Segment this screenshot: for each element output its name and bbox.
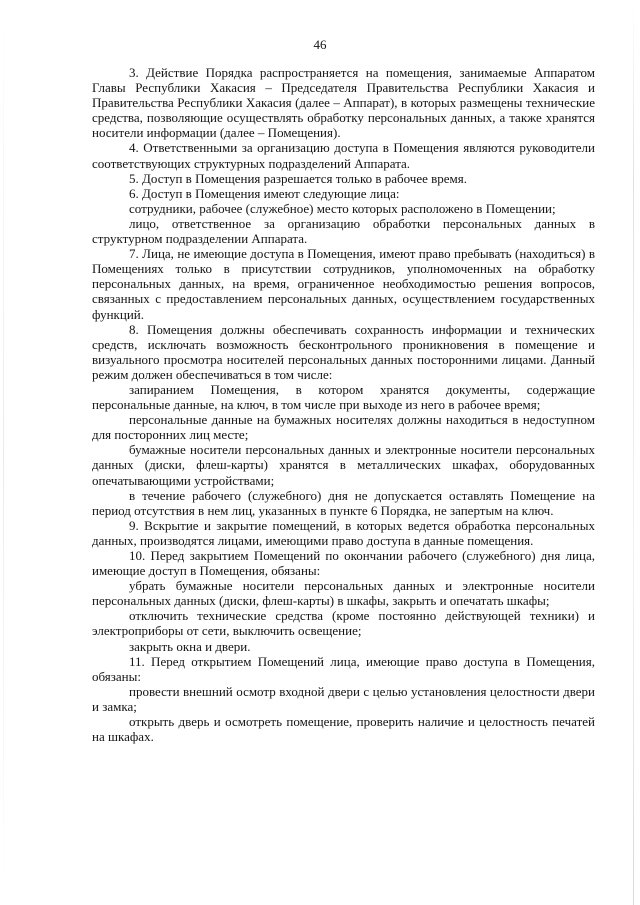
paragraph: запиранием Помещения, в котором хранятся документы, содержащие персональные данные, на ключ, в том числе при выходе из него в рабочее время; bbox=[92, 381, 595, 413]
paragraph: 11. Перед открытием Помещений лица, имеющие право доступа в Помещения, обязаны: bbox=[92, 653, 595, 684]
paragraph: сотрудники, рабочее (служебное) место которых расположено в Помещении; bbox=[129, 200, 556, 216]
paragraph: персональные данные на бумажных носителях должны находиться в недоступном для посторонних лиц месте; bbox=[92, 412, 595, 443]
paragraph: 9. Вскрытие и закрытие помещений, в которых ведется обработка персональных данных, производятся лицами, имеющими право доступа в данные помещения. bbox=[92, 517, 595, 548]
scan-edge-right bbox=[633, 0, 634, 905]
paragraph: в течение рабочего (служебного) дня не допускается оставлять Помещение на период отсутствия в нем лиц, указанных в пункте 6 Порядка, не запертым на ключ. bbox=[92, 487, 595, 518]
paragraph: убрать бумажные носители персональных данных и электронные носители персональных данных (диски, флеш-карты) в шкафы, закрыть и опечатать шкафы; bbox=[92, 578, 595, 609]
paragraph: отключить технические средства (кроме постоянно действующей техники) и электроприборы от сети, выключить освещение; bbox=[92, 608, 595, 639]
paragraph: 6. Доступ в Помещения имеют следующие лица: bbox=[129, 185, 400, 201]
paragraph: открыть дверь и осмотреть помещение, проверить наличие и целостность печатей на шкафах. bbox=[92, 714, 595, 745]
paragraph: 10. Перед закрытием Помещений по окончании рабочего (служебного) дня лица, имеющие доступ в Помещения, обязаны: bbox=[92, 548, 595, 579]
paragraph: 7. Лица, не имеющие доступа в Помещения, имеют право пребывать (находиться) в Помещениях только в присутствии сотрудников, уполномоченных на обработку персональных данных, на время, ограниченное необходимостью решения вопросов, связанных с предоставлением персональных данных, осуществлением государственных функций. bbox=[92, 246, 595, 322]
paragraph: провести внешний осмотр входной двери с целью установления целостности двери и замка; bbox=[92, 683, 595, 714]
paragraph: 4. Ответственными за организацию доступа в Помещения являются руководители соответствующих структурных подразделений Аппарата. bbox=[92, 140, 595, 171]
paragraph: закрыть окна и двери. bbox=[129, 638, 251, 654]
paragraph: 5. Доступ в Помещения разрешается только в рабочее время. bbox=[129, 170, 467, 186]
page-number: 46 bbox=[313, 37, 327, 52]
paragraph: бумажные носители персональных данных и электронные носители персональных данных (диски, флеш-карты) хранятся в металлических шкафах, оборудованных опечатывающими устройствами; bbox=[92, 442, 595, 488]
paragraph: 3. Действие Порядка распространяется на помещения, занимаемые Аппаратом Главы Республики Хакасия – Председателя Правительства Республики Хакасия и Правительства Республики Хакасия (далее – Аппарат), в которых размещены технические средства, позволяющие осуществлять обработку персональных данных, а также хранятся носители информации (далее – Помещения). bbox=[92, 65, 595, 141]
document-body bbox=[92, 65, 595, 744]
paragraph: лицо, ответственное за организацию обработки персональных данных в структурном подразделении Аппарата. bbox=[92, 215, 595, 247]
scan-edge-left bbox=[3, 0, 4, 905]
paragraph: 8. Помещения должны обеспечивать сохранность информации и технических средств, исключать возможность бесконтрольного проникновения в помещение и визуального просмотра носителей персональных данных посторонними лицами. Данный режим должен обеспечиваться в том числе: bbox=[92, 321, 595, 382]
